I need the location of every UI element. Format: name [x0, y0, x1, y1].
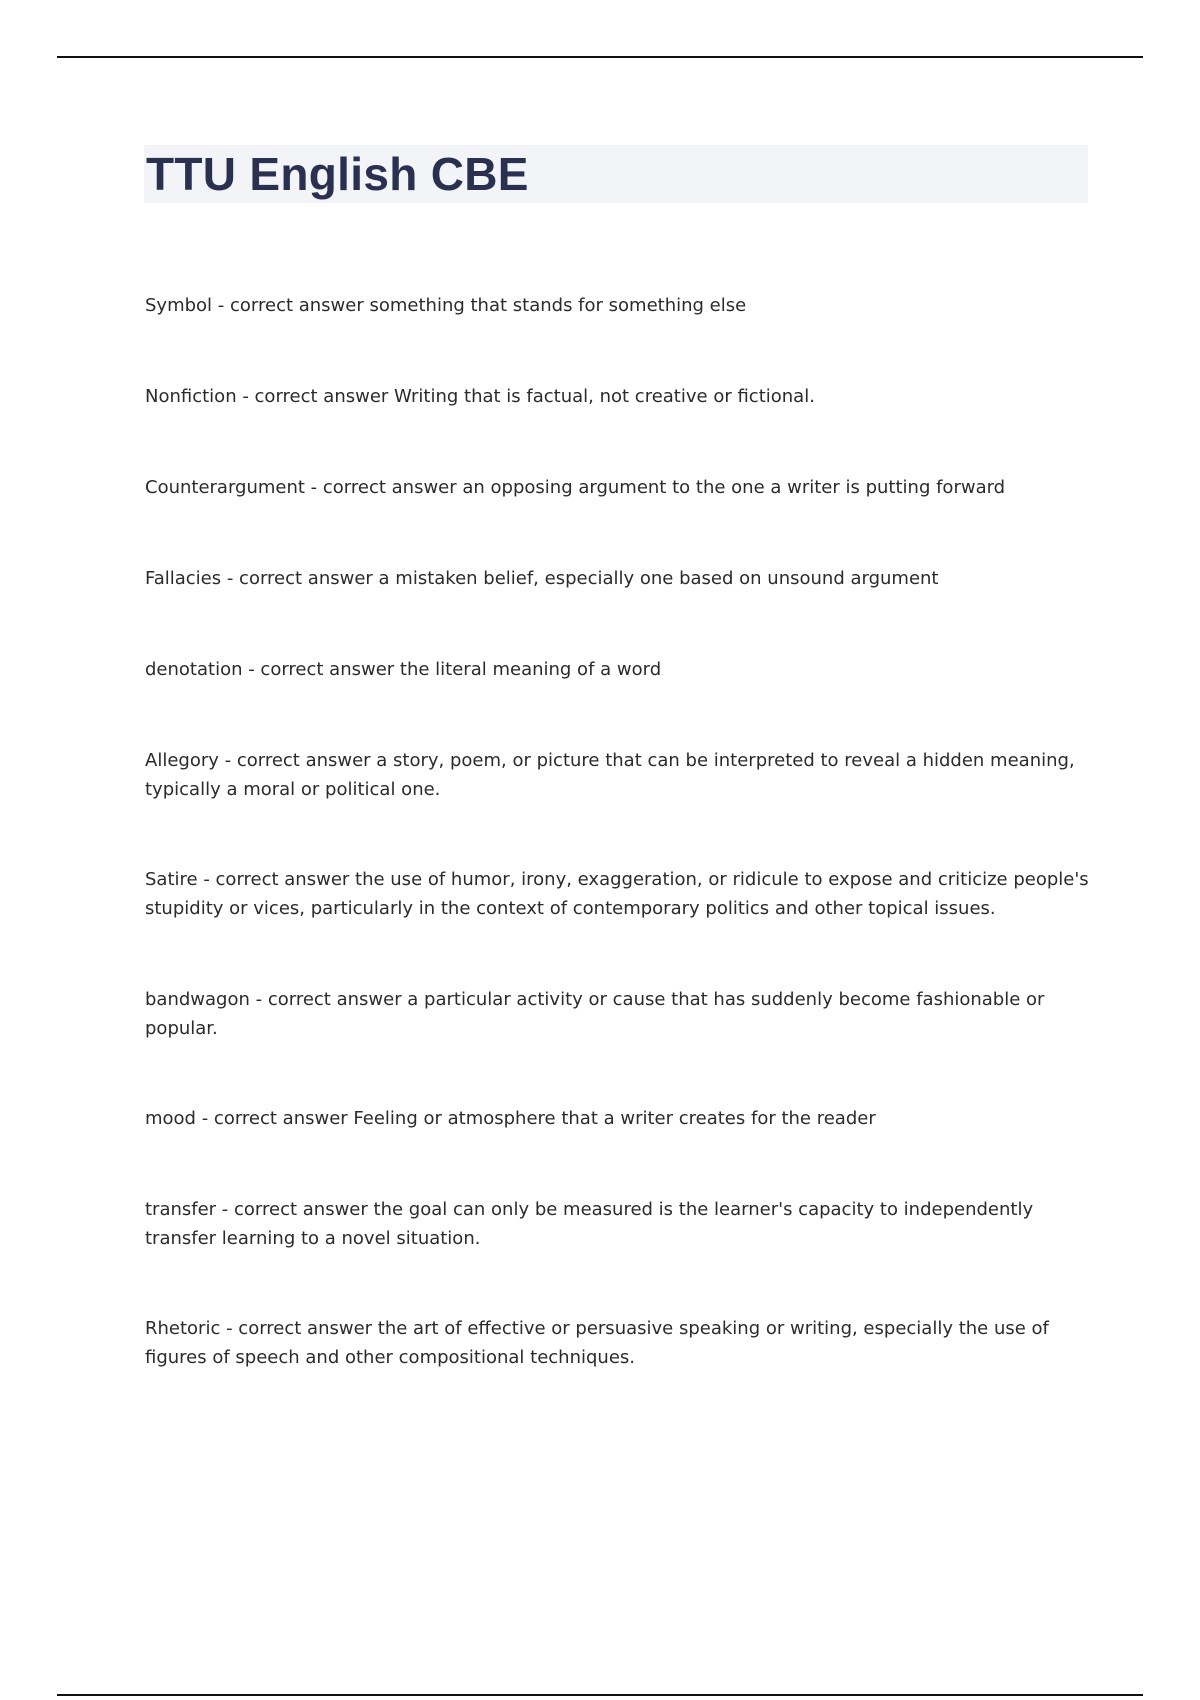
document-title: TTU English CBE: [146, 148, 529, 200]
definition-entry: mood - correct answer Feeling or atmosphere that a writer creates for the reader: [145, 1108, 876, 1129]
definition-entry: Nonfiction - correct answer Writing that is factual, not creative or fictional.: [145, 386, 815, 407]
definition-entry: denotation - correct answer the literal meaning of a word: [145, 659, 662, 680]
definition-entry: Counterargument - correct answer an opposing argument to the one a writer is putting forward: [145, 477, 1006, 498]
bottom-rule: [57, 1694, 1143, 1696]
definition-entry: Fallacies - correct answer a mistaken belief, especially one based on unsound argument: [145, 568, 939, 589]
definition-entry: Symbol - correct answer something that stands for something else: [145, 295, 747, 316]
definition-entry: bandwagon - correct answer a particular activity or cause that has suddenly become fashionable or popular.: [145, 989, 1045, 1039]
top-rule: [57, 56, 1143, 58]
definition-entry: Allegory - correct answer a story, poem, or picture that can be interpreted to reveal a hidden meaning, typically a moral or political one.: [145, 750, 1075, 800]
definition-entry: Rhetoric - correct answer the art of effective or persuasive speaking or writing, especially the use of figures of speech and other compositional techniques.: [145, 1318, 1049, 1368]
definition-entry: transfer - correct answer the goal can only be measured is the learner's capacity to independently transfer learning to a novel situation.: [145, 1199, 1034, 1249]
definition-entry: Satire - correct answer the use of humor, irony, exaggeration, or ridicule to expose and criticize people's stupidity or vices, particularly in the context of contemporary politics and other topical issues.: [145, 869, 1089, 919]
